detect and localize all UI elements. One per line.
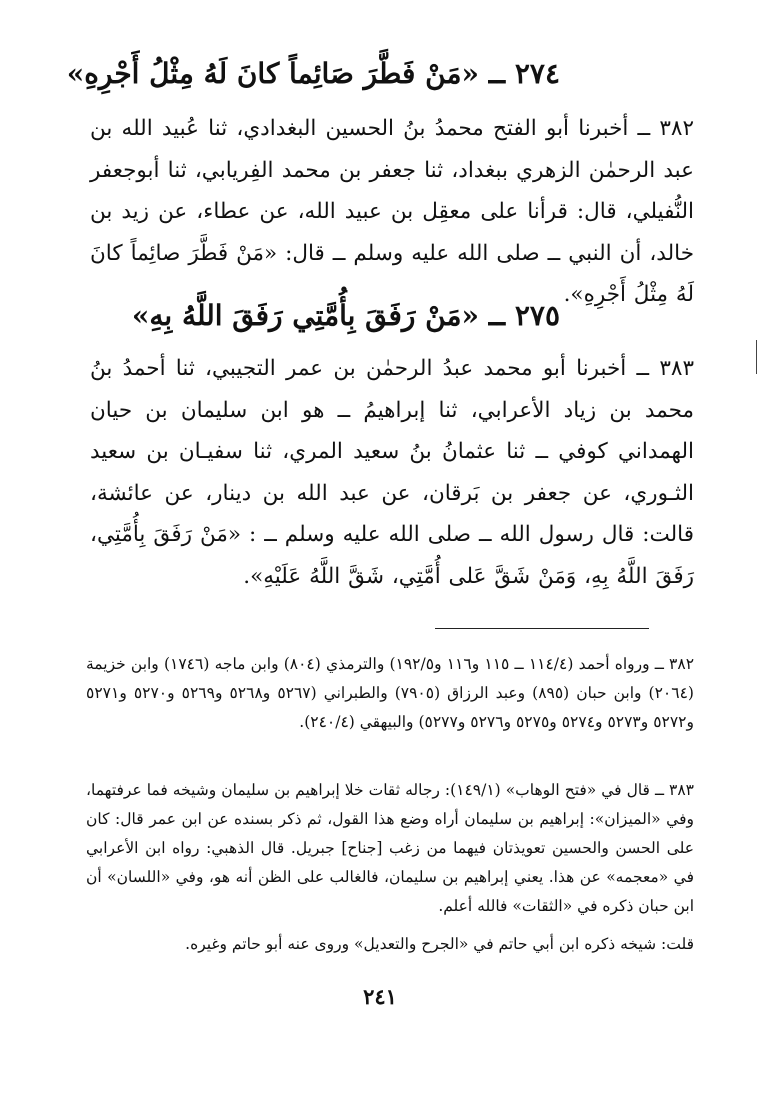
footnote-382: ٣٨٢ ــ ورواه أحمد (١١٤/٤ ــ ١١٥ و١١٦ و١٩٢/٥) والترمذي (٨٠٤) وابن ماجه (١٧٤٦) وابن خزيمة (٢٠٦٤) وابن حبان (٨٩٥) وعبد الرزاق (٧٩٠٥) والطبراني (٥٢٦٧ و٥٢٦٨ و٥٢٦٩ و٥٢٧٠ و٥٢٧١ و٥٢٧٢ و٥٢٧٣ و٥٢٧٤ و٥٢٧٥ و٥٢٧٦ و٥٢٧٧) والبيهقي (٢٤٠/٤). (86, 655, 695, 731)
chapter-heading-275: ٢٧٥ ــ «مَنْ رَفَقَ بِأُمَّتِي رَفَقَ اللَّهُ بِهِ» (131, 299, 560, 332)
page-number: ٢٤١ (363, 984, 397, 1009)
footnote-divider (435, 628, 649, 629)
chapter-heading-274: ٢٧٤ ــ «مَنْ فَطَّرَ صَائِماً كانَ لَهُ مِثْلُ أَجْرِهِ» (66, 57, 560, 90)
footnote-383: ٣٨٣ ــ قال في «فتح الوهاب» (١٤٩/١): رجاله ثقات خلا إبراهيم بن سليمان وشيخه فما عرفتهما، وفي «الميزان»: إبراهيم بن سليمان أراه وضع هذا القول، ثم ذكر بسنده عن ابن عمر قال: كان على الحسن والحسين تعويذتان فيهما من زغب [جناح] جبريل. قال الذهبي: رواه ابن الأعرابي في «معجمه» عن هذا. يعني إبراهيم بن سليمان، فالغالب على الظن أنه هو، وفي «اللسان» أن ابن حبان ذكره في «الثقات» فالله أعلم. (86, 781, 694, 915)
hadith-paragraph-383: ٣٨٣ ــ أخبرنا أبو محمد عبدُ الرحمٰن بن عمر التجيبي، ثنا أحمدُ بنُ محمد بن زياد الأعرابي، ثنا إبراهيمُ ــ هو ابن سليمان بن حيان الهمداني كوفي ــ ثنا عثمانُ بنُ سعيد المري، ثنا سفيـان بن سعيد الثـوري، عن جعفر بن بَرقان، عن عبد الله بن دينار، عن عائشة، قالت: قال رسول الله ــ صلى الله عليه وسلم ــ : «مَنْ رَفَقَ بِأُمَّتِي، رَفَقَ اللَّهُ بِهِ، وَمَنْ شَقَّ عَلى أُمَّتِي، شَقَّ اللَّهُ عَلَيْهِ». (90, 356, 694, 589)
footnote-remark: قلت: شيخه ذكره ابن أبي حاتم في «الجرح والتعديل» وروى عنه أبو حاتم وغيره. (185, 935, 694, 953)
hadith-paragraph-382: ٣٨٢ ــ أخبرنا أبو الفتح محمدُ بنُ الحسين البغدادي، ثنا عُبيد الله بن عبد الرحمٰن الزهري ببغداد، ثنا جعفر بن محمد الفِريابي، ثنا أبوجعفر النُّفيلي، قال: قرأنا على معقِل بن عبيد الله، عن عطاء، عن زيد بن خالد، أن النبي ــ صلى الله عليه وسلم ــ قال: «مَنْ فَطَّرَ صائِماً كانَ لَهُ مِثْلُ أَجْرِهِ». (90, 116, 694, 307)
